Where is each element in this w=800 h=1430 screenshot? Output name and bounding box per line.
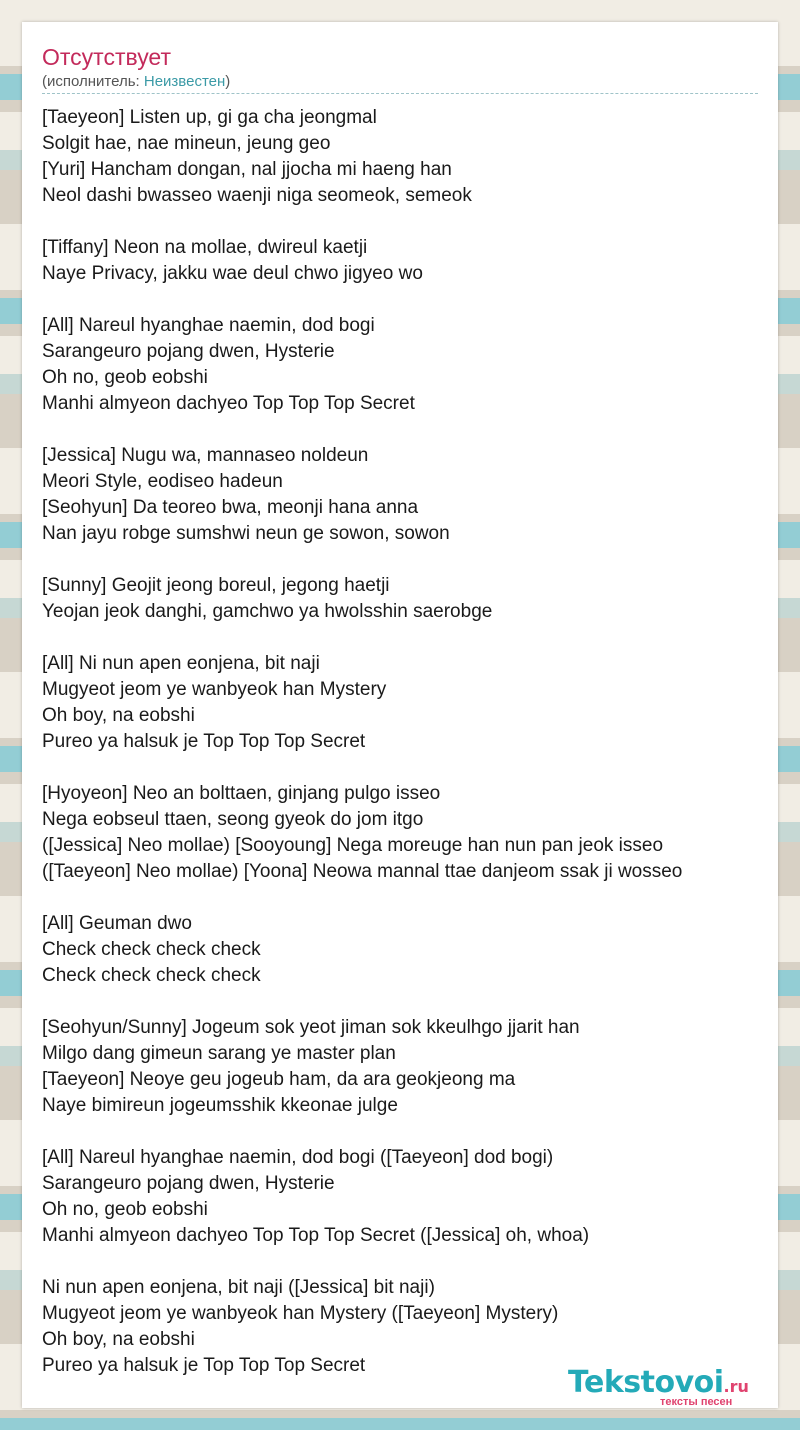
logo-tld: .ru <box>723 1377 749 1396</box>
lyric-line: Mugyeot jeom ye wanbyeok han Mystery <box>42 679 387 700</box>
stanza-gap <box>42 287 758 313</box>
lyric-line: [Jessica] Nugu wa, mannaseo noldeun <box>42 445 369 466</box>
lyric-line: [Hyoyeon] Neo an bolttaen, ginjang pulgo isseo <box>42 783 441 804</box>
artist-link[interactable]: Неизвестен <box>143 73 226 90</box>
stanza-gap <box>42 755 758 781</box>
lyrics-card <box>22 22 778 1408</box>
lyric-line: Pureo ya halsuk je Top Top Top Secret <box>42 1355 366 1376</box>
lyric-line: Naye Privacy, jakku wae deul chwo jigyeo wo <box>42 263 423 284</box>
lyric-line: Pureo ya halsuk je Top Top Top Secret <box>42 731 366 752</box>
lyric-line: [Tiffany] Neon na mollae, dwireul kaetji <box>42 237 368 258</box>
lyric-line: Nega eobseul ttaen, seong gyeok do jom itgo <box>42 809 424 830</box>
lyric-line: Milgo dang gimeun sarang ye master plan <box>42 1043 396 1064</box>
logo-tagline: тексты песен <box>660 1396 733 1408</box>
lyric-line: Mugyeot jeom ye wanbyeok han Mystery ([Taeyeon] Mystery) <box>42 1303 559 1324</box>
lyric-line: Check check check check <box>42 939 261 960</box>
lyric-line: Oh boy, na eobshi <box>42 1329 195 1350</box>
lyric-line: [All] Geuman dwo <box>42 913 192 934</box>
site-logo[interactable] <box>568 1366 778 1410</box>
stanza-gap <box>42 885 758 911</box>
stanza-gap <box>42 989 758 1015</box>
lyric-line: [Taeyeon] Neoye geu jogeub ham, da ara geokjeong ma <box>42 1069 516 1090</box>
lyric-line: Nan jayu robge sumshwi neun ge sowon, sowon <box>42 523 450 544</box>
logo-main-text: Tekstovoi <box>568 1365 724 1400</box>
lyric-line: [All] Nareul hyanghae naemin, dod bogi ([Taeyeon] dod bogi) <box>42 1147 554 1168</box>
lyric-line: [Taeyeon] Listen up, gi ga cha jeongmal <box>42 107 377 128</box>
lyric-line: [All] Ni nun apen eonjena, bit naji <box>42 653 320 674</box>
stanza-gap <box>42 547 758 573</box>
stanza-gap <box>42 417 758 443</box>
lyric-line: Oh no, geob eobshi <box>42 367 208 388</box>
lyric-line: [Seohyun] Da teoreo bwa, meonji hana anna <box>42 497 419 518</box>
lyric-line: Solgit hae, nae mineun, jeung geo <box>42 133 331 154</box>
artist-line <box>42 73 230 91</box>
lyric-line: Meori Style, eodiseo hadeun <box>42 471 283 492</box>
lyric-line: Manhi almyeon dachyeo Top Top Top Secret <box>42 393 415 414</box>
lyric-line: Manhi almyeon dachyeo Top Top Top Secret ([Jessica] oh, whoa) <box>42 1225 590 1246</box>
lyric-line: [All] Nareul hyanghae naemin, dod bogi <box>42 315 375 336</box>
lyric-line: Oh no, geob eobshi <box>42 1199 208 1220</box>
lyric-line: Sarangeuro pojang dwen, Hysterie <box>42 341 335 362</box>
lyric-line: ([Taeyeon] Neo mollae) [Yoona] Neowa mannal ttae danjeom ssak ji wosseo <box>42 861 683 882</box>
lyric-line: Naye bimireun jogeumsshik kkeonae julge <box>42 1095 398 1116</box>
stanza-gap <box>42 1249 758 1275</box>
lyric-line: [Yuri] Hancham dongan, nal jjocha mi haeng han <box>42 159 452 180</box>
lyric-line: Ni nun apen eonjena, bit naji ([Jessica] bit naji) <box>42 1277 435 1298</box>
lyric-line: ([Jessica] Neo mollae) [Sooyoung] Nega moreuge han nun pan jeok isseo <box>42 835 664 856</box>
song-header <box>42 43 758 94</box>
stanza-gap <box>42 1119 758 1145</box>
lyric-line: Neol dashi bwasseo waenji niga seomeok, semeok <box>42 185 472 206</box>
lyric-line: Yeojan jeok danghi, gamchwo ya hwolsshin saerobge <box>42 601 493 622</box>
lyric-line: Check check check check <box>42 965 261 986</box>
lyrics-body <box>42 105 758 1379</box>
lyric-line: Oh boy, na eobshi <box>42 705 195 726</box>
artist-prefix: (исполнитель: <box>42 73 144 90</box>
lyric-line: Sarangeuro pojang dwen, Hysterie <box>42 1173 335 1194</box>
lyric-line: [Seohyun/Sunny] Jogeum sok yeot jiman sok kkeulhgo jjarit han <box>42 1017 580 1038</box>
stanza-gap <box>42 209 758 235</box>
stanza-gap <box>42 625 758 651</box>
lyric-line: [Sunny] Geojit jeong boreul, jegong haetji <box>42 575 390 596</box>
song-title: Отсутствует <box>42 44 171 70</box>
artist-suffix: ) <box>225 73 231 90</box>
